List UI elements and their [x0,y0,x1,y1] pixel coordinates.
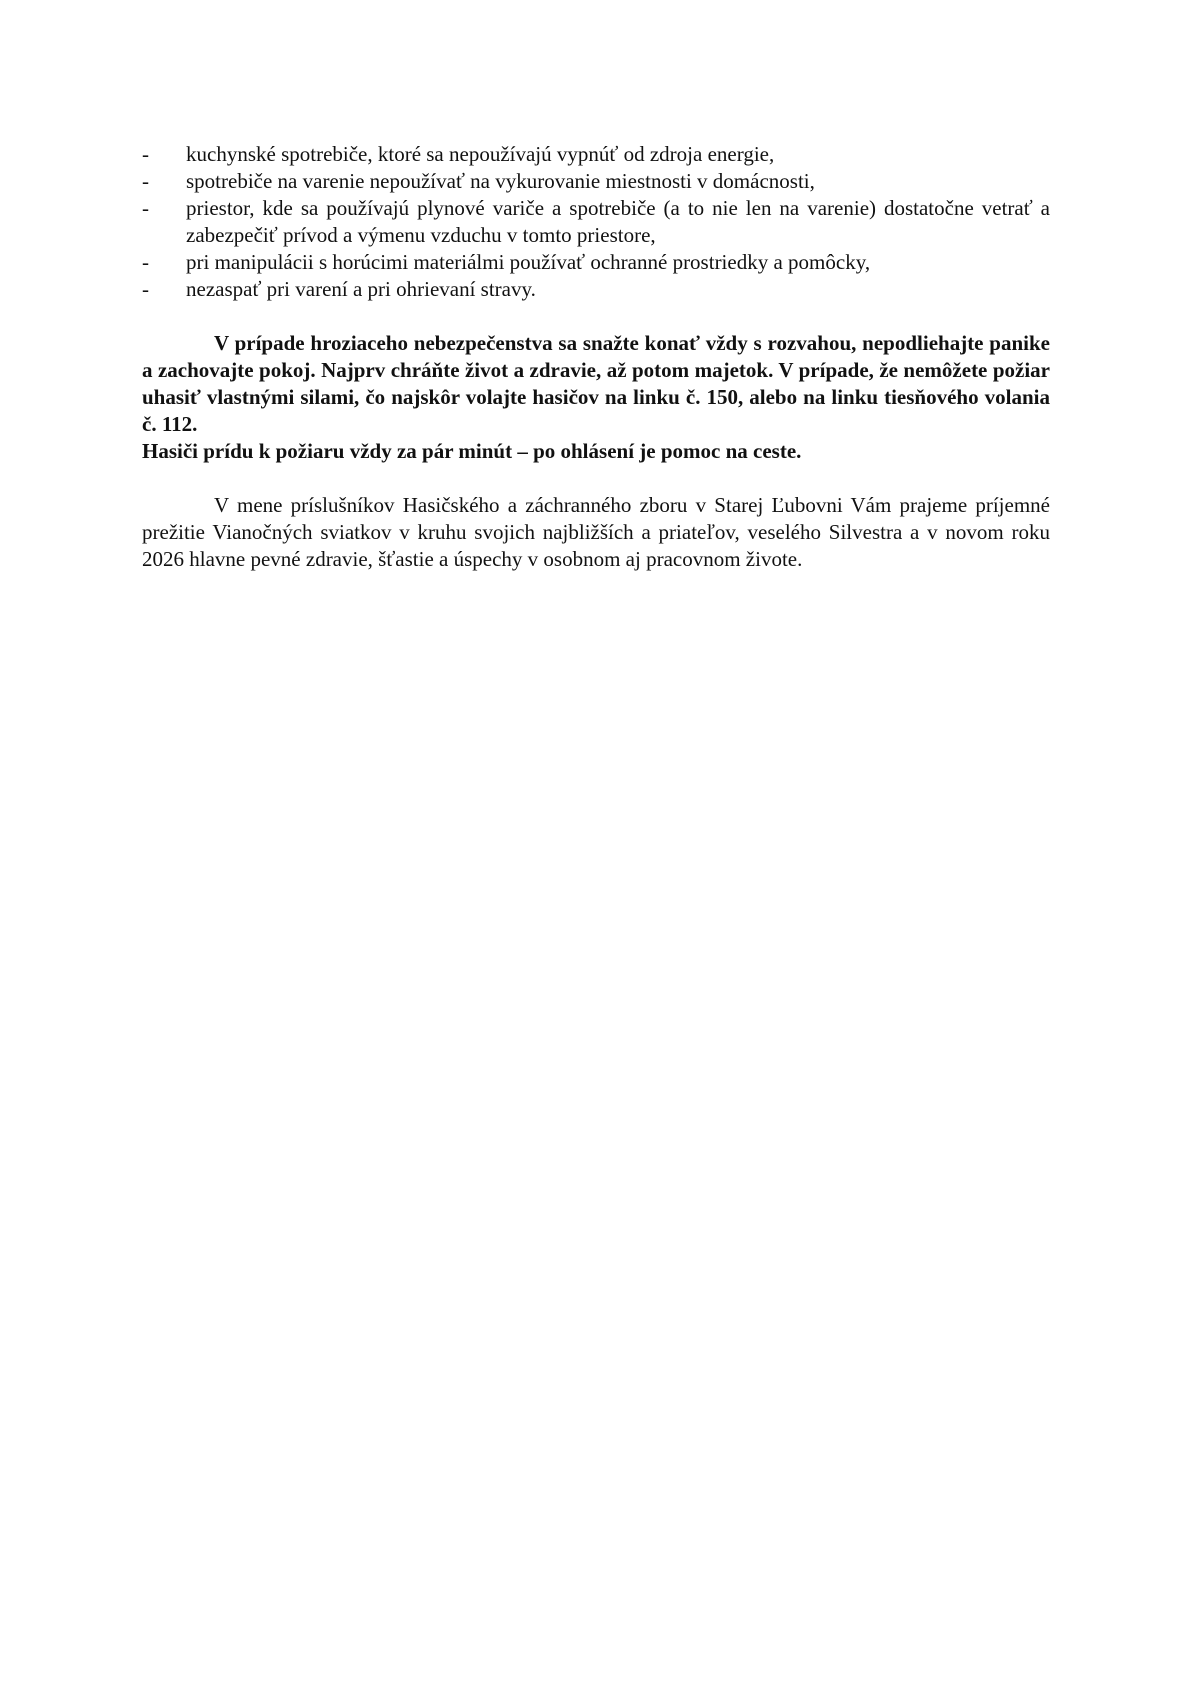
danger-warning-block [142,330,1050,465]
list-dash: - [142,142,149,166]
list-item-text: pri manipulácii s horúcimi materiálmi používať ochranné prostriedky a pomôcky, [186,250,871,274]
safety-tips-list [142,141,1050,303]
list-dash: - [142,169,149,193]
list-item-text: nezaspať pri varení a pri ohrievaní stravy. [186,277,536,301]
list-dash: - [142,250,149,274]
list-dash: - [142,277,149,301]
list-item-text: priestor, kde sa používajú plynové variče a spotrebiče (a to nie len na varenie) dostatočne vetrať a zabezpečiť prívod a výmenu vzduchu v tomto priestore, [186,196,1050,247]
list-item [142,276,1050,303]
list-item-text: kuchynské spotrebiče, ktoré sa nepoužívajú vypnúť od zdroja energie, [186,142,775,166]
page-content [142,141,1050,573]
list-item [142,195,1050,249]
list-item [142,168,1050,195]
danger-warning-paragraph: V prípade hroziaceho nebezpečenstva sa snažte konať vždy s rozvahou, nepodliehajte panike a zachovajte pokoj. Najprv chráňte život a zdravie, až potom majetok. V prípade, že nemôžete požiar uhasiť vlastnými silami, čo najskôr volajte hasičov na linku č. 150, alebo na linku tiesňového volania č. 112. [142,331,1050,436]
list-dash: - [142,196,149,220]
firefighters-arrival-line: Hasiči prídu k požiaru vždy za pár minút – po ohlásení je pomoc na ceste. [142,439,802,463]
list-item [142,249,1050,276]
holiday-greeting-paragraph: V mene príslušníkov Hasičského a záchranného zboru v Starej Ľubovni Vám prajeme príjemné prežitie Vianočných sviatkov v kruhu svojich najbližších a priateľov, veselého Silvestra a v novom roku 2026 hlavne pevné zdravie, šťastie a úspechy v osobnom aj pracovnom živote. [142,493,1050,571]
list-item [142,141,1050,168]
list-item-text: spotrebiče na varenie nepoužívať na vykurovanie miestnosti v domácnosti, [186,169,815,193]
